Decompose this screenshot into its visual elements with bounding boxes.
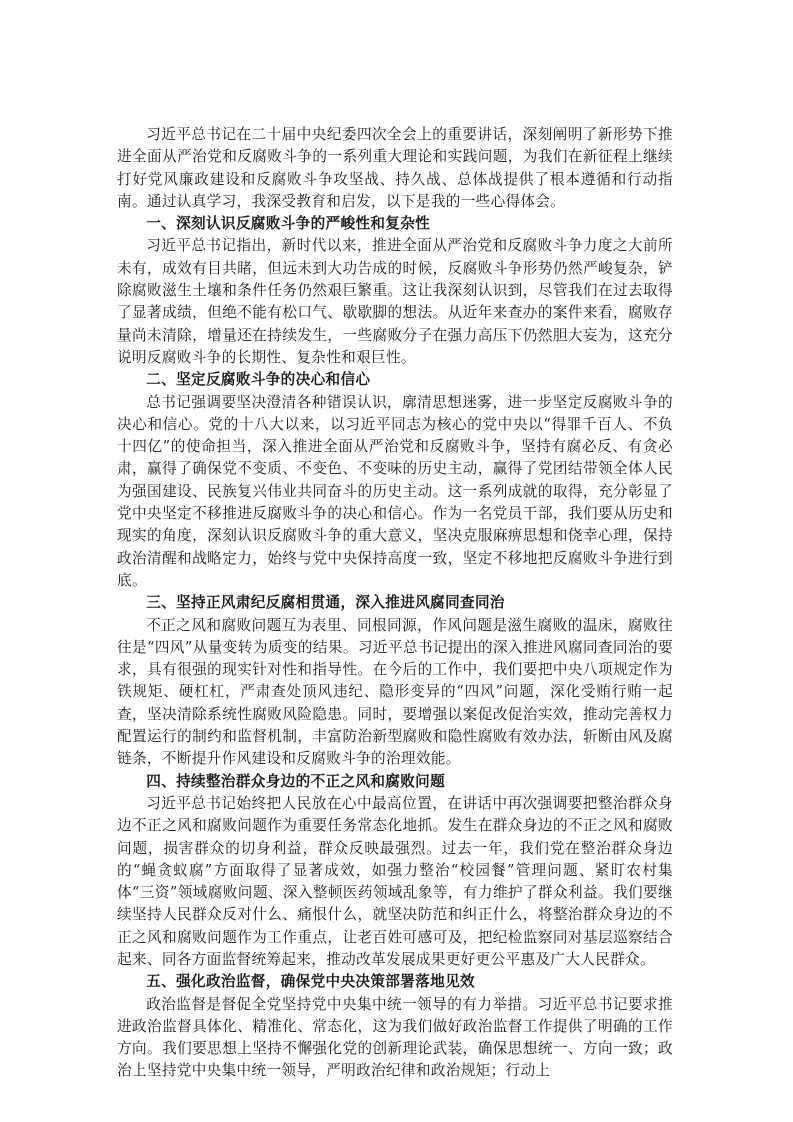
section-2-heading: 二、坚定反腐败斗争的决心和信心: [146, 371, 371, 389]
section-5-body: 政治监督是督促全党坚持党中央集中统一领导的有力举措。习近平总书记要求推进政治监督具体化、精准化、常态化，这为我们做好政治监督工作提供了明确的工作方向。我们要思想上坚持不懈强化党的创新理论武装，确保思想统一、方向一致；政治上坚持党中央集中统一领导，严明政治纪律和政治规矩；行动上: [117, 995, 673, 1080]
section-2-body: 总书记强调要坚决澄清各种错误认识，廓清思想迷雾，进一步坚定反腐败斗争的决心和信心。党的十八大以来，以习近平同志为核心的党中央以“得罪千百人、不负十四亿”的使命担当，深入推进全面从严治党和反腐败斗争，坚持有腐必反、有贪必肃，赢得了确保党不变质、不变色、不变味的历史主动，赢得了党团结带领全体人民为强国建设、民族复兴伟业共同奋斗的历史主动。这一系列成就的取得，充分彰显了党中央坚定不移推进反腐败斗争的决心和信心。作为一名党员干部，我们要从历史和现实的角度，深刻认识反腐败斗争的重大意义，坚决克服麻痹思想和侥幸心理，保持政治清醒和战略定力，始终与党中央保持高度一致，坚定不移地把反腐败斗争进行到底。: [117, 393, 673, 589]
section-4-heading: 四、持续整治群众身边的不正之风和腐败问题: [146, 772, 446, 790]
intro-paragraph: 习近平总书记在二十届中央纪委四次全会上的重要讲话，深刻阐明了新形势下推进全面从严治党和反腐败斗争的一系列重大理论和实践问题，为我们在新征程上继续打好党风廉政建设和反腐败斗争攻坚战、持久战、总体战提供了根本遵循和行动指南。通过认真学习，我深受教育和启发，以下是我的一些心得体会。: [117, 126, 673, 210]
section-3-body: 不正之风和腐败问题互为表里、同根同源，作风问题是滋生腐败的温床，腐败往往是“四风”从量变转为质变的结果。习近平总书记提出的深入推进风腐同查同治的要求，具有很强的现实针对性和指导性。在今后的工作中，我们要把中央八项规定作为铁规矩、硬杠杠，严肃查处顶风违纪、隐形变异的“四风”问题，深化受贿行贿一起查，坚决清除系统性腐败风险隐患。同时，要增强以案促改促治实效，推动完善权力配置运行的制约和监督机制，丰富防治新型腐败和隐性腐败有效办法，斩断由风及腐链条，不断提升作风建设和反腐败斗争的治理效能。: [117, 616, 673, 768]
section-1-heading: 一、深刻认识反腐败斗争的严峻性和复杂性: [146, 215, 431, 233]
section-1-body: 习近平总书记指出，新时代以来，推进全面从严治党和反腐败斗争力度之大前所未有，成效有目共睹，但远未到大功告成的时候，反腐败斗争形势仍然严峻复杂，铲除腐败滋生土壤和条件任务仍然艰巨繁重。这让我深刻认识到，尽管我们在过去取得了显著成绩，但绝不能有松口气、歇歇脚的想法。从近年来查办的案件来看，腐败存量尚未清除，增量还在持续发生，一些腐败分子在强力高压下仍然胆大妄为，这充分说明反腐败斗争的长期性、复杂性和艰巨性。: [117, 237, 673, 366]
section-4-body: 习近平总书记始终把人民放在心中最高位置，在讲话中再次强调要把整治群众身边不正之风和腐败问题作为重要任务常态化地抓。发生在群众身边的不正之风和腐败问题，损害群众的切身利益，群众反映最强烈。过去一年，我们党在整治群众身边的“蝇贪蚁腐”方面取得了显著成效，如强力整治“校园餐”管理问题、紧盯农村集体“三资”领域腐败问题、深入整顿医药领域乱象等，有力维护了群众利益。我们要继续坚持人民群众反对什么、痛恨什么，就坚决防范和纠正什么，将整治群众身边的不正之风和腐败问题作为工作重点，让老百姓可感可及，把纪检监察同对基层巡察结合起来、同各方面监督统筹起来，推动改革发展成果更好更公平惠及广大人民群众。: [117, 794, 673, 968]
section-5-heading: 五、强化政治监督，确保党中央决策部署落地见效: [146, 973, 475, 991]
section-3-heading: 三、坚持正风肃纪反腐相贯通，深入推进风腐同查同治: [146, 594, 505, 612]
document-page: [117, 124, 673, 1083]
